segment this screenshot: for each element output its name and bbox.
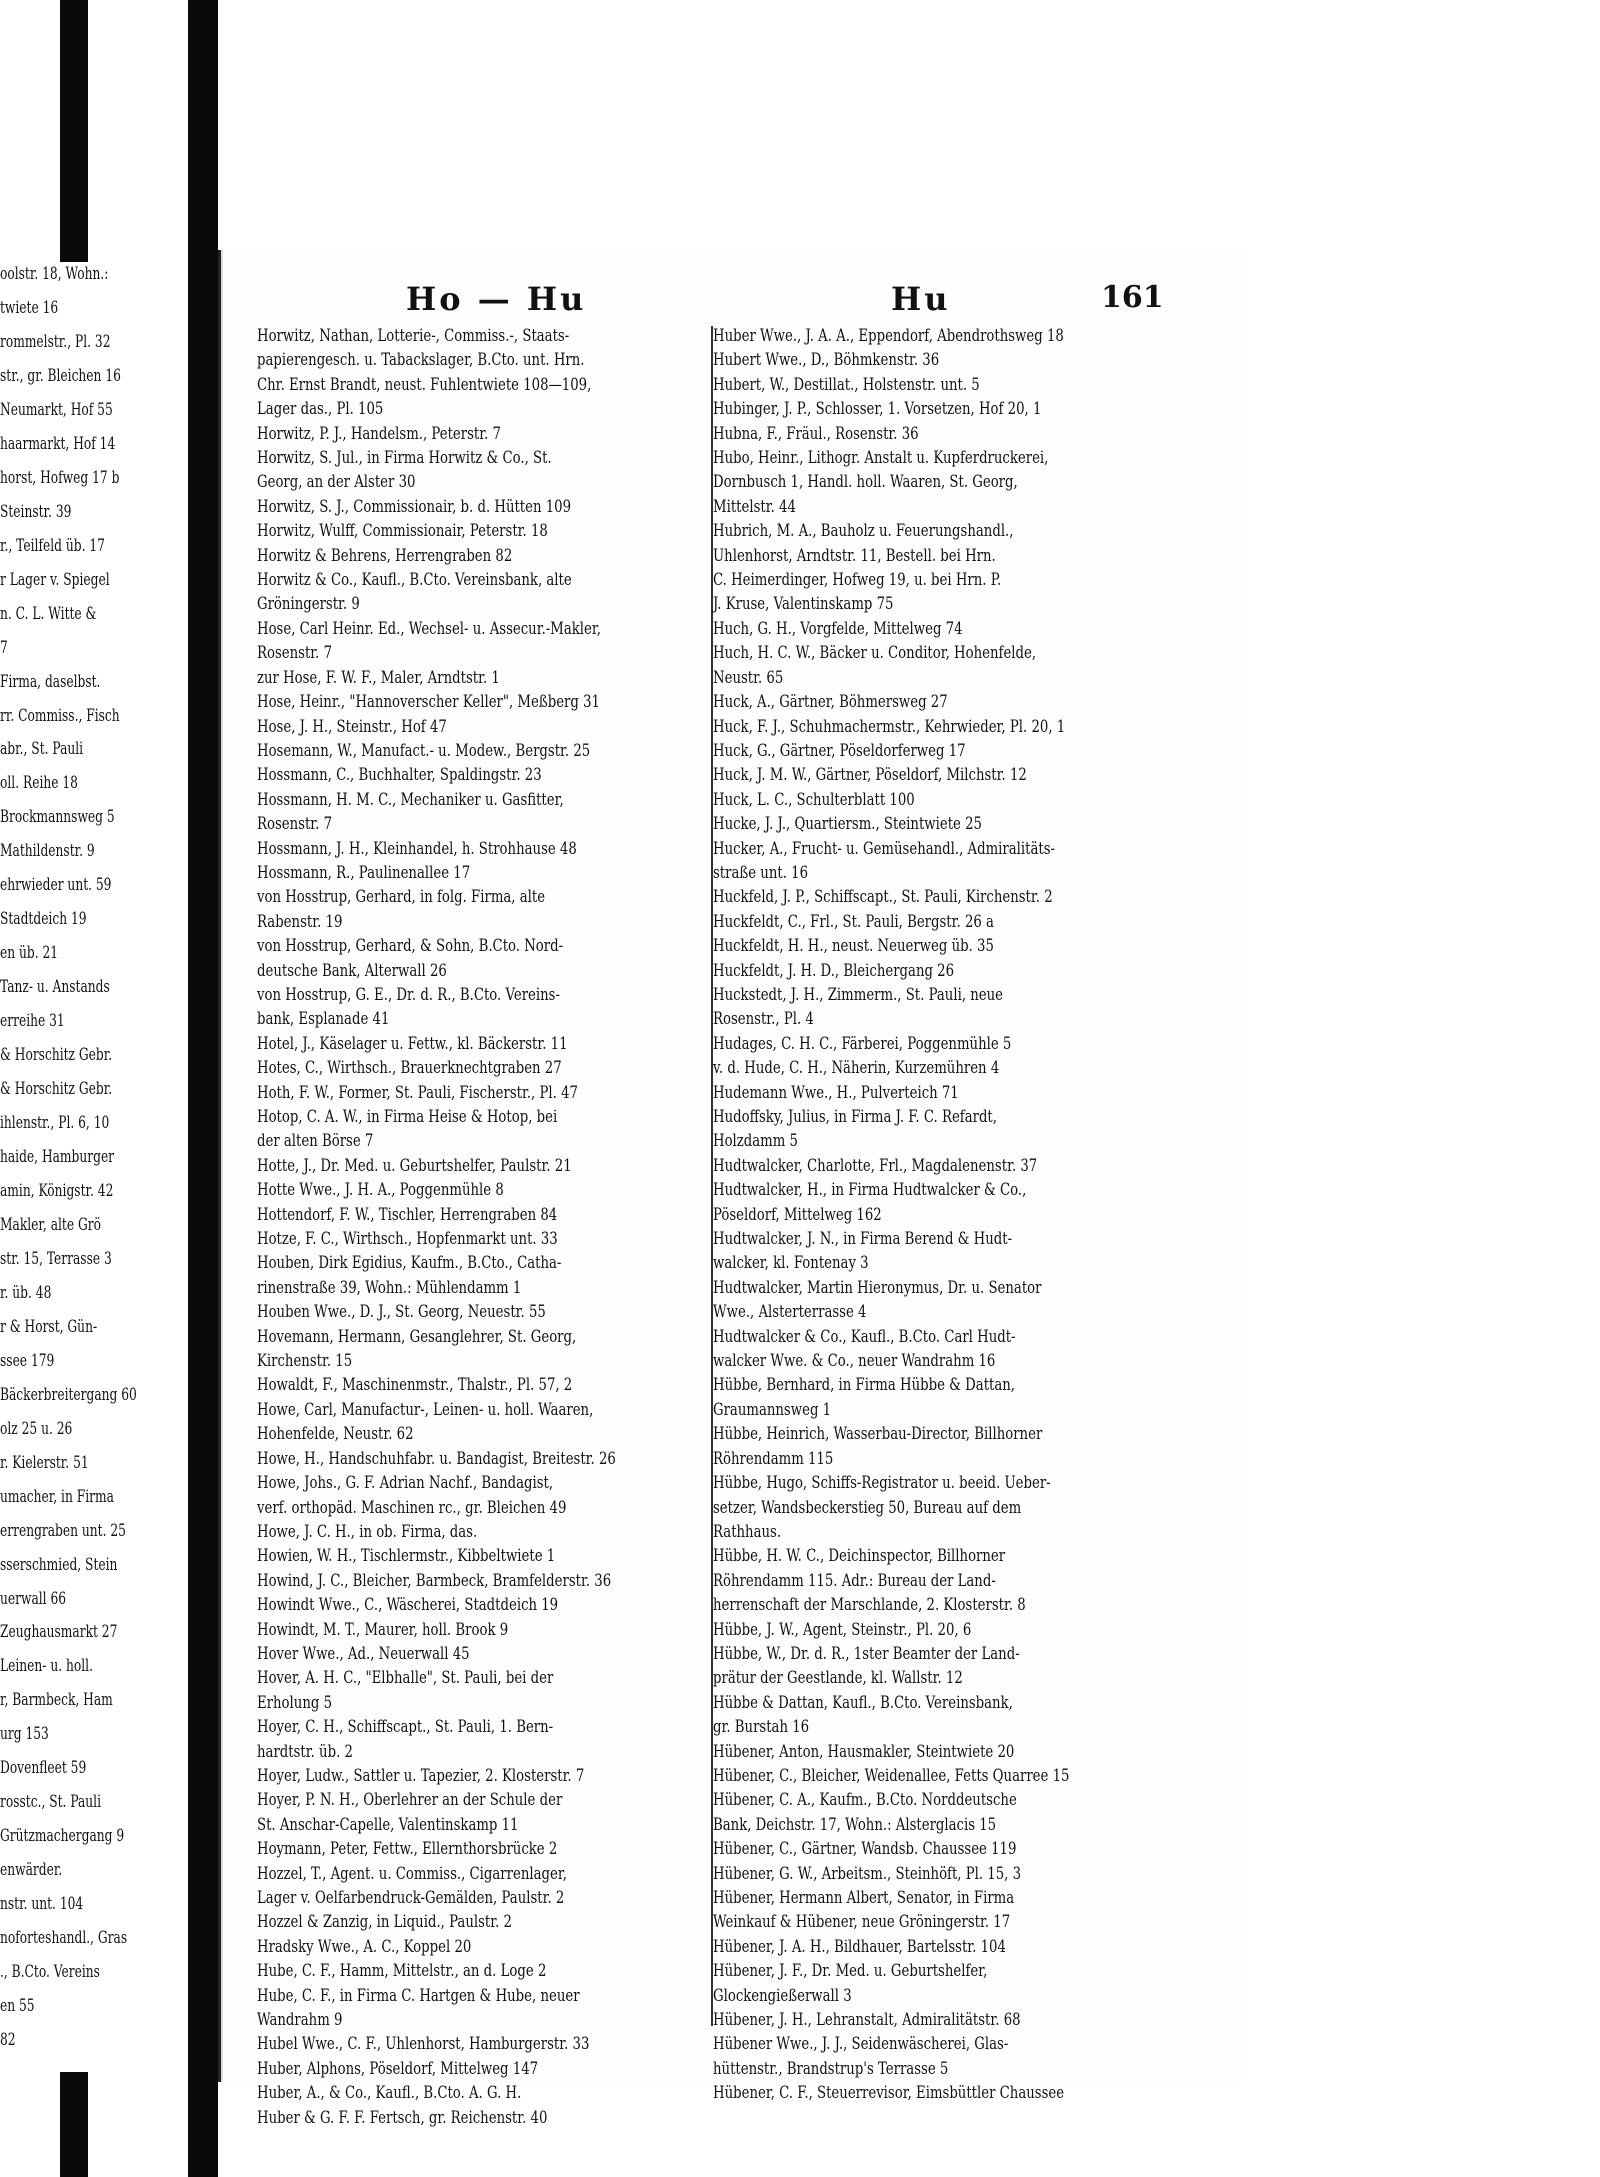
left-page-line: olz 25 u. 26	[0, 1418, 73, 1439]
directory-entry: hüttenstr., Brandstrup's Terrasse 5	[713, 2058, 949, 2079]
directory-entry: Horwitz & Behrens, Herrengraben 82	[257, 545, 513, 566]
directory-entry: Hozzel & Zanzig, in Liquid., Paulstr. 2	[257, 1912, 512, 1933]
directory-entry: Hudtwalcker, H., in Firma Hudtwalcker & Co.,	[713, 1180, 1027, 1201]
left-page-line: str., gr. Bleichen 16	[0, 365, 121, 386]
left-page-line: Mathildenstr. 9	[0, 841, 95, 862]
left-page-line: ihlenstr., Pl. 6, 10	[0, 1113, 110, 1134]
directory-entry: Röhrendamm 115	[713, 1448, 834, 1469]
left-page-line: en üb. 21	[0, 943, 59, 964]
directory-entry: Huber Wwe., J. A. A., Eppendorf, Abendrothsweg 18	[713, 326, 1064, 346]
directory-entry: Wandrahm 9	[257, 2010, 343, 2031]
directory-entry: herrenschaft der Marschlande, 2. Klosterstr. 8	[713, 1595, 1026, 1616]
directory-entry: Rabenstr. 19	[257, 911, 343, 932]
left-page-line: r., Teilfeld üb. 17	[0, 535, 105, 556]
directory-entry: Mittelstr. 44	[713, 496, 796, 517]
directory-entry: Rathhaus.	[713, 1521, 782, 1542]
directory-entry: Hubel Wwe., C. F., Uhlenhorst, Hamburgerstr. 33	[257, 2034, 590, 2055]
directory-entry: Huckfeldt, C., Frl., St. Pauli, Bergstr. 26 a	[713, 911, 994, 932]
directory-entry: Hubert, W., Destillat., Holstenstr. unt. 5	[713, 374, 980, 395]
left-page-line: r. Kielerstr. 51	[0, 1452, 89, 1473]
left-page-line: en 55	[0, 1996, 35, 2017]
directory-entry: Howe, Johs., G. F. Adrian Nachf., Bandagist,	[257, 1473, 554, 1494]
directory-entry: Horwitz, S. Jul., in Firma Horwitz & Co., St.	[257, 448, 552, 469]
directory-entry: Hübener, J. F., Dr. Med. u. Geburtshelfer,	[713, 1961, 988, 1982]
directory-entry: Howe, J. C. H., in ob. Firma, das.	[257, 1521, 478, 1542]
directory-entry: Hoyer, C. H., Schiffscapt., St. Pauli, 1. Bern-	[257, 1717, 554, 1738]
left-page-line: rommelstr., Pl. 32	[0, 331, 111, 352]
left-page-line: Stadtdeich 19	[0, 909, 87, 930]
directory-entry: verf. orthopäd. Maschinen rc., gr. Bleichen 49	[257, 1497, 567, 1518]
directory-entry: Hucke, J. J., Quartiersm., Steintwiete 25	[713, 814, 983, 835]
left-page-line: Brockmannsweg 5	[0, 807, 115, 828]
directory-entry: Hudtwalcker, Martin Hieronymus, Dr. u. Senator	[713, 1277, 1042, 1298]
directory-entry: Hossmann, H. M. C., Mechaniker u. Gasfitter,	[257, 789, 564, 810]
directory-entry: Hubrich, M. A., Bauholz u. Feuerungshandl.,	[713, 521, 1014, 542]
directory-entry: Horwitz & Co., Kaufl., B.Cto. Vereinsbank, alte	[257, 570, 572, 591]
left-page-fragment	[0, 262, 180, 2072]
left-page-line: sserschmied, Stein	[0, 1554, 118, 1575]
directory-entry: Kirchenstr. 15	[257, 1351, 353, 1372]
left-page-line: Tanz- u. Anstands	[0, 977, 110, 998]
page-header	[221, 280, 1241, 322]
directory-entry: Howindt, M. T., Maurer, holl. Brook 9	[257, 1619, 509, 1640]
directory-entry: Hubinger, J. P., Schlosser, 1. Vorsetzen, Hof 20, 1	[713, 399, 1042, 420]
directory-entry: Röhrendamm 115. Adr.: Bureau der Land-	[713, 1570, 996, 1591]
left-page-line: Dovenfleet 59	[0, 1758, 87, 1779]
directory-entry: v. d. Hude, C. H., Näherin, Kurzemühren 4	[713, 1058, 1000, 1079]
directory-entry: zur Hose, F. W. F., Maler, Arndtstr. 1	[257, 667, 500, 688]
directory-entry: Chr. Ernst Brandt, neust. Fuhlentwiete 108—109,	[257, 374, 592, 395]
left-page-line: 82	[0, 2030, 16, 2051]
directory-entry: Hübbe, W., Dr. d. R., 1ster Beamter der Land-	[713, 1643, 1020, 1664]
directory-entry: Hoyer, P. N. H., Oberlehrer an der Schule der	[257, 1790, 563, 1811]
directory-entry: Hudoffsky, Julius, in Firma J. F. C. Refardt,	[713, 1107, 997, 1127]
directory-entry: Wwe., Alsterterrasse 4	[713, 1302, 867, 1323]
left-page-line: str. 15, Terrasse 3	[0, 1248, 112, 1269]
directory-entry: Lager das., Pl. 105	[257, 399, 384, 420]
directory-entry: Huch, H. C. W., Bäcker u. Conditor, Hohenfelde,	[713, 643, 1037, 664]
left-page-line: r. üb. 48	[0, 1282, 52, 1303]
directory-entry: Neustr. 65	[713, 667, 784, 688]
left-page-line: r Lager v. Spiegel	[0, 569, 110, 590]
directory-entry: Hudtwalcker, Charlotte, Frl., Magdalenenstr. 37	[713, 1155, 1038, 1176]
left-page-line: abr., St. Pauli	[0, 739, 84, 760]
directory-entry: Huch, G. H., Vorgfelde, Mittelweg 74	[713, 618, 963, 639]
directory-entry: Hovemann, Hermann, Gesanglehrer, St. Georg,	[257, 1326, 577, 1347]
directory-entry: Hover Wwe., Ad., Neuerwall 45	[257, 1643, 470, 1664]
directory-entry: Houben, Dirk Egidius, Kaufm., B.Cto., Catha-	[257, 1253, 562, 1274]
directory-entry: Huckstedt, J. H., Zimmerm., St. Pauli, neue	[713, 984, 1004, 1005]
directory-entry: Huck, G., Gärtner, Pöseldorferweg 17	[713, 740, 966, 761]
left-page-line: umacher, in Firma	[0, 1486, 114, 1507]
directory-entry: Hudemann Wwe., H., Pulverteich 71	[713, 1082, 959, 1103]
directory-entry: Hübbe, H. W. C., Deichinspector, Billhorner	[713, 1546, 1006, 1567]
directory-entry: Hübener Wwe., J. J., Seidenwäscherei, Glas-	[713, 2034, 1009, 2055]
directory-entry: Horwitz, P. J., Handelsm., Peterstr. 7	[257, 423, 502, 444]
directory-entry: Hotes, C., Wirthsch., Brauerknechtgraben 27	[257, 1058, 562, 1079]
directory-entry: bank, Esplanade 41	[257, 1009, 390, 1030]
directory-entry: Hotel, J., Käselager u. Fettw., kl. Bäckerstr. 11	[257, 1033, 568, 1054]
directory-entry: Hosemann, W., Manufact.- u. Modew., Bergstr. 25	[257, 740, 591, 761]
directory-entry: Hübener, J. H., Lehranstalt, Admiralitätstr. 68	[713, 2010, 1021, 2031]
left-page-line: oolstr. 18, Wohn.:	[0, 264, 109, 284]
directory-entry: Hübener, Hermann Albert, Senator, in Firma	[713, 1888, 1015, 1908]
directory-entry: Horwitz, Wulff, Commissionair, Peterstr. 18	[257, 521, 548, 542]
directory-entry: Howien, W. H., Tischlermstr., Kibbeltwiete 1	[257, 1546, 556, 1567]
directory-entry: Bank, Deichstr. 17, Wohn.: Alsterglacis 15	[713, 1814, 997, 1835]
directory-entry: Hudtwalcker, J. N., in Firma Berend & Hudt-	[713, 1229, 1013, 1250]
directory-entry: Erholung 5	[257, 1692, 333, 1713]
directory-entry: Hotop, C. A. W., in Firma Heise & Hotop, bei	[257, 1107, 558, 1127]
left-page-line: ehrwieder unt. 59	[0, 875, 112, 896]
left-page-line: Leinen- u. holl.	[0, 1656, 93, 1677]
directory-entry: Hübener, C., Gärtner, Wandsb. Chaussee 119	[713, 1839, 1017, 1860]
left-page-line: Bäckerbreitergang 60	[0, 1384, 137, 1405]
directory-entry: Hübener, C. A., Kaufm., B.Cto. Norddeutsche	[713, 1790, 1017, 1811]
left-page-line: rr. Commiss., Fisch	[0, 705, 120, 726]
directory-entry: Howaldt, F., Maschinenmstr., Thalstr., Pl. 57, 2	[257, 1375, 573, 1396]
directory-entry: Hübbe, J. W., Agent, Steinstr., Pl. 20, 6	[713, 1619, 972, 1640]
page-number: 161	[1101, 280, 1164, 315]
directory-entry: der alten Börse 7	[257, 1131, 374, 1152]
directory-entry: Uhlenhorst, Arndtstr. 11, Bestell. bei Hrn.	[713, 545, 996, 566]
directory-entry: Hübbe, Heinrich, Wasserbau-Director, Billhorner	[713, 1424, 1043, 1445]
directory-entry: Hottendorf, F. W., Tischler, Herrengraben 84	[257, 1204, 558, 1225]
directory-entry: Pöseldorf, Mittelweg 162	[713, 1204, 882, 1225]
directory-entry: Hudages, C. H. C., Färberei, Poggenmühle 5	[713, 1033, 1012, 1054]
directory-entry: von Hosstrup, G. E., Dr. d. R., B.Cto. Vereins-	[257, 984, 560, 1005]
directory-entry: Huber, A., & Co., Kaufl., B.Cto. A. G. H.	[257, 2083, 522, 2104]
header-left-range: Ho — Hu	[406, 280, 587, 318]
directory-entry: Hossmann, J. H., Kleinhandel, h. Strohhause 48	[257, 838, 577, 859]
directory-entry: Horwitz, S. J., Commissionair, b. d. Hütten 109	[257, 496, 572, 517]
directory-entry: Huckfeld, J. P., Schiffscapt., St. Pauli, Kirchenstr. 2	[713, 887, 1053, 908]
directory-entry: Hübener, C. F., Steuerrevisor, Eimsbüttler Chaussee	[713, 2083, 1065, 2104]
directory-entry: Huckfeldt, J. H. D., Bleichergang 26	[713, 960, 955, 981]
directory-entry: Hubo, Heinr., Lithogr. Anstalt u. Kupferdruckerei,	[713, 448, 1049, 469]
directory-entry: Hübbe & Dattan, Kaufl., B.Cto. Vereinsbank,	[713, 1692, 1013, 1713]
directory-entry: Hübener, Anton, Hausmakler, Steintwiete 20	[713, 1741, 1015, 1762]
left-page-line: Steinstr. 39	[0, 501, 72, 522]
directory-entry: Hübbe, Bernhard, in Firma Hübbe & Dattan,	[713, 1375, 1016, 1396]
directory-entry: hardtstr. üb. 2	[257, 1741, 353, 1762]
directory-entry: St. Anschar-Capelle, Valentinskamp 11	[257, 1814, 519, 1835]
left-page-line: n. C. L. Witte &	[0, 603, 97, 624]
left-page-line: Makler, alte Grö	[0, 1214, 101, 1235]
directory-entry: Georg, an der Alster 30	[257, 472, 416, 493]
directory-entry: Hübener, G. W., Arbeitsm., Steinhöft, Pl. 15, 3	[713, 1863, 1022, 1884]
directory-entry: papierengesch. u. Tabackslager, B.Cto. unt. Hrn.	[257, 350, 585, 371]
right-column	[713, 324, 1373, 2106]
directory-entry: Hoth, F. W., Former, St. Pauli, Fischerstr., Pl. 47	[257, 1082, 578, 1103]
left-page-line: & Horschitz Gebr.	[0, 1079, 113, 1100]
left-page-line: erreihe 31	[0, 1011, 65, 1032]
left-page-line: 7	[0, 637, 8, 658]
directory-entry: Huck, J. M. W., Gärtner, Pöseldorf, Milchstr. 12	[713, 765, 1027, 786]
left-page-line: twiete 16	[0, 297, 59, 318]
directory-entry: Rosenstr., Pl. 4	[713, 1009, 814, 1030]
directory-entry: C. Heimerdinger, Hofweg 19, u. bei Hrn. P.	[713, 570, 1002, 591]
directory-entry: Houben Wwe., D. J., St. Georg, Neuestr. 55	[257, 1302, 546, 1323]
directory-entry: Hube, C. F., Hamm, Mittelstr., an d. Loge 2	[257, 1961, 547, 1982]
directory-entry: Hotze, F. C., Wirthsch., Hopfenmarkt unt. 33	[257, 1229, 558, 1250]
left-page-line: oll. Reihe 18	[0, 773, 78, 794]
directory-entry: von Hosstrup, Gerhard, & Sohn, B.Cto. Nord-	[257, 936, 564, 957]
directory-entry: setzer, Wandsbeckerstieg 50, Bureau auf dem	[713, 1497, 1022, 1518]
directory-entry: Hose, J. H., Steinstr., Hof 47	[257, 716, 447, 737]
directory-entry: Huber, Alphons, Pöseldorf, Mittelweg 147	[257, 2058, 539, 2079]
left-page-line: rosstc., St. Pauli	[0, 1792, 102, 1813]
directory-entry: Hose, Carl Heinr. Ed., Wechsel- u. Assecur.-Makler,	[257, 618, 601, 639]
directory-entry: Hover, A. H. C., "Elbhalle", St. Pauli, bei der	[257, 1668, 554, 1689]
left-page-line: Grützmachergang 9	[0, 1826, 125, 1847]
directory-entry: Gröningerstr. 9	[257, 594, 360, 615]
directory-entry: Hubna, F., Fräul., Rosenstr. 36	[713, 423, 919, 444]
left-page-line: r & Horst, Gün-	[0, 1316, 98, 1337]
directory-entry: Hose, Heinr., "Hannoverscher Keller", Meßberg 31	[257, 692, 600, 713]
directory-entry: Weinkauf & Hübener, neue Gröningerstr. 17	[713, 1912, 1011, 1933]
left-page-line: horst, Hofweg 17 b	[0, 467, 120, 488]
directory-entry: Howe, Carl, Manufactur-, Leinen- u. holl. Waaren,	[257, 1399, 594, 1420]
left-page-line: Zeughausmarkt 27	[0, 1622, 118, 1643]
book-gutter-shadow	[188, 0, 218, 2177]
directory-entry: straße unt. 16	[713, 862, 809, 883]
directory-entry: Hube, C. F., in Firma C. Hartgen & Hube, neuer	[257, 1985, 580, 2006]
directory-entry: Hohenfelde, Neustr. 62	[257, 1424, 414, 1445]
left-page-line: nstr. unt. 104	[0, 1894, 84, 1915]
directory-entry: walcker Wwe. & Co., neuer Wandrahm 16	[713, 1351, 996, 1372]
directory-entry: Hoymann, Peter, Fettw., Ellernthorsbrücke 2	[257, 1839, 558, 1860]
directory-entry: Hübbe, Hugo, Schiffs-Registrator u. beeid. Ueber-	[713, 1473, 1051, 1494]
directory-entry: rinenstraße 39, Wohn.: Mühlendamm 1	[257, 1277, 522, 1298]
directory-entry: Howind, J. C., Bleicher, Barmbeck, Bramfelderstr. 36	[257, 1570, 612, 1591]
left-page-line: haarmarkt, Hof 14	[0, 433, 116, 454]
directory-entry: J. Kruse, Valentinskamp 75	[713, 594, 894, 615]
directory-entry: von Hosstrup, Gerhard, in folg. Firma, alte	[257, 887, 546, 908]
directory-entry: Horwitz, Nathan, Lotterie-, Commiss.-, Staats-	[257, 326, 570, 346]
directory-entry: Hübener, J. A. H., Bildhauer, Bartelsstr. 104	[713, 1936, 1006, 1957]
header-right-range: Hu	[891, 280, 951, 318]
left-page-line: urg 153	[0, 1724, 49, 1745]
left-page-line: Neumarkt, Hof 55	[0, 399, 113, 420]
left-page-line: haide, Hamburger	[0, 1147, 115, 1168]
directory-entry: Rosenstr. 7	[257, 814, 333, 835]
left-page-line: & Horschitz Gebr.	[0, 1045, 113, 1066]
directory-entry: Graumannsweg 1	[713, 1399, 832, 1420]
left-page-line: uerwall 66	[0, 1588, 67, 1609]
directory-entry: Rosenstr. 7	[257, 643, 333, 664]
directory-entry: Lager v. Oelfarbendruck-Gemälden, Paulstr. 2	[257, 1888, 565, 1908]
directory-entry: walcker, kl. Fontenay 3	[713, 1253, 869, 1274]
directory-entry: Howe, H., Handschuhfabr. u. Bandagist, Breitestr. 26	[257, 1448, 616, 1469]
directory-entry: Dornbusch 1, Handl. holl. Waaren, St. Georg,	[713, 472, 1018, 493]
directory-entry: gr. Burstah 16	[713, 1717, 810, 1738]
directory-entry: Hudtwalcker & Co., Kaufl., B.Cto. Carl Hudt-	[713, 1326, 1016, 1347]
left-page-line: r, Barmbeck, Ham	[0, 1690, 113, 1711]
left-page-line: amin, Königstr. 42	[0, 1180, 114, 1201]
left-page-line: enwärder.	[0, 1860, 63, 1881]
directory-entry: Hossmann, C., Buchhalter, Spaldingstr. 23	[257, 765, 542, 786]
directory-entry: Hozzel, T., Agent. u. Commiss., Cigarrenlager,	[257, 1863, 567, 1884]
directory-entry: Hubert Wwe., D., Böhmkenstr. 36	[713, 350, 940, 371]
directory-entry: Hübener, C., Bleicher, Weidenallee, Fetts Quarree 15	[713, 1765, 1070, 1786]
left-page-line: ssee 179	[0, 1350, 55, 1371]
directory-entry: Hossmann, R., Paulinenallee 17	[257, 862, 471, 883]
directory-entry: Huck, F. J., Schuhmachermstr., Kehrwieder, Pl. 20, 1	[713, 716, 1066, 737]
left-page-line: ., B.Cto. Vereins	[0, 1962, 100, 1983]
directory-entry: prätur der Geestlande, kl. Wallstr. 12	[713, 1668, 963, 1689]
directory-page	[218, 250, 1241, 2128]
directory-entry: Huck, L. C., Schulterblatt 100	[713, 789, 915, 810]
left-page-line: noforteshandl., Gras	[0, 1928, 128, 1949]
directory-entry: Hoyer, Ludw., Sattler u. Tapezier, 2. Klosterstr. 7	[257, 1765, 585, 1786]
left-page-line: errengraben unt. 25	[0, 1520, 126, 1541]
directory-entry: Hucker, A., Frucht- u. Gemüsehandl., Admiralitäts-	[713, 838, 1056, 859]
directory-entry: Howindt Wwe., C., Wäscherei, Stadtdeich 19	[257, 1595, 559, 1616]
directory-entry: deutsche Bank, Alterwall 26	[257, 960, 447, 981]
directory-entry: Glockengießerwall 3	[713, 1985, 852, 2006]
directory-entry: Hotte Wwe., J. H. A., Poggenmühle 8	[257, 1180, 504, 1201]
left-page-line: Firma, daselbst.	[0, 671, 101, 692]
directory-entry: Hotte, J., Dr. Med. u. Geburtshelfer, Paulstr. 21	[257, 1155, 572, 1176]
directory-entry: Holzdamm 5	[713, 1131, 798, 1152]
directory-entry: Huckfeldt, H. H., neust. Neuerweg üb. 35	[713, 936, 994, 957]
directory-entry: Huck, A., Gärtner, Böhmersweg 27	[713, 692, 948, 713]
directory-entry: Huber & G. F. F. Fertsch, gr. Reichenstr. 40	[257, 2107, 548, 2128]
directory-entry: Hradsky Wwe., A. C., Koppel 20	[257, 1936, 472, 1957]
